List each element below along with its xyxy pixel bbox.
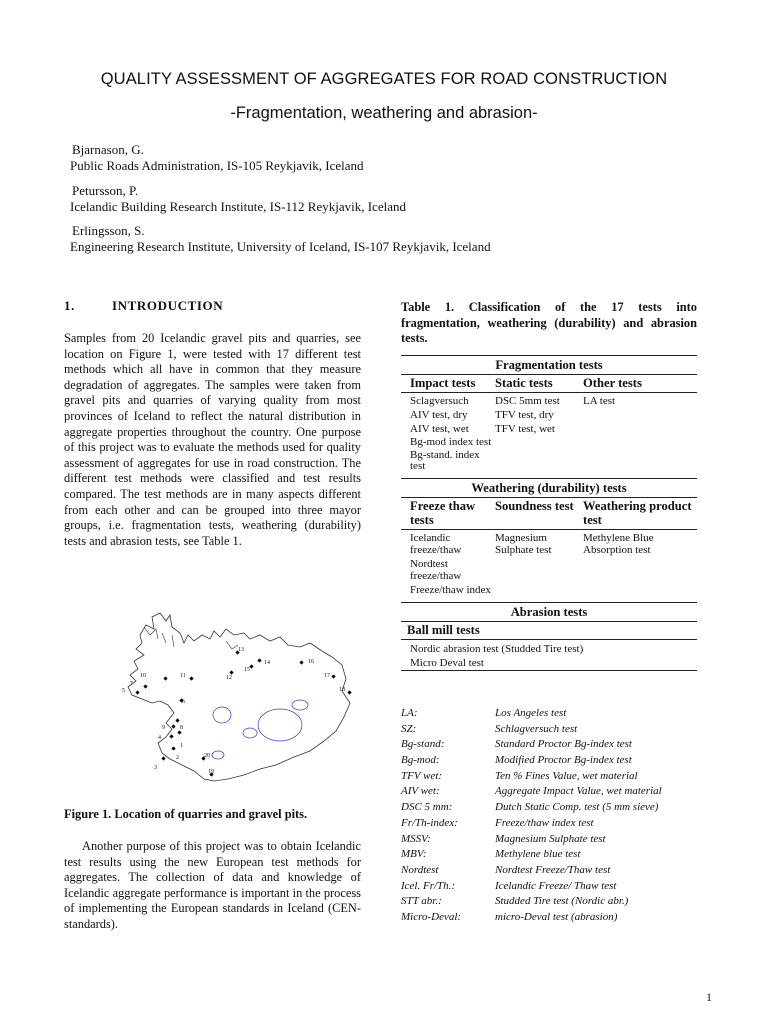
svg-text:2: 2	[176, 755, 179, 761]
fragmentation-rows	[401, 392, 697, 478]
abrasion-column-header: Ball mill tests	[401, 621, 697, 639]
list-item: DSC 5 mm: Dutch Static Comp. test (5 mm sieve)	[401, 801, 659, 814]
table-cell: Magnesium Sulphate test	[495, 532, 552, 556]
list-item: Nordtest Nordtest Freeze/Thaw test	[401, 863, 611, 876]
section-heading	[64, 298, 364, 314]
svg-text:19: 19	[208, 769, 214, 775]
list-item: Bg-stand: Standard Proctor Bg-index test	[401, 738, 632, 751]
list-item: Bg-mod: Modified Proctor Bg-index test	[401, 754, 632, 767]
abrasion-section-title: Abrasion tests	[401, 602, 697, 621]
table-cell: Nordtest freeze/thaw	[410, 558, 462, 582]
column-header: Impact tests	[410, 376, 476, 390]
table-cell: Icelandic freeze/thaw	[410, 532, 462, 556]
svg-text:11: 11	[180, 673, 186, 679]
section-number: 1.	[64, 298, 75, 313]
author-name: Petursson, P.	[72, 183, 139, 198]
list-item: MBV: Methylene blue test	[401, 848, 581, 861]
svg-text:3: 3	[154, 765, 157, 771]
list-item: SZ: Schlagversuch test	[401, 722, 578, 735]
list-item: AIV wet: Aggregate Impact Value, wet material	[401, 785, 662, 798]
table-cell: TFV test, dry	[495, 409, 554, 421]
intro-paragraph: Samples from 20 Icelandic gravel pits and quarries, see location on Figure 1, were tested with 17 different test methods which all have in common that they measure degradation of aggregates. The samples were taken from gravel pits and quarries of varying quality from most provinces of Iceland to reflect the natural distribution in aggregate properties throughout the country. One purpose of this project was to evaluate the methods used for quality assessment of aggregates for use in road construction. The different test methods were classified and test results compared. The test methods are in many aspects different from each other and can be grouped into three mayor groups, i.e. fragmentation tests, weathering (durability) tests and abrasion tests, see Table 1.	[64, 331, 361, 548]
table-bottom-rule	[401, 670, 697, 671]
table-cell: Methylene Blue Absorption test	[583, 532, 654, 556]
table-cell: Freeze/thaw index	[410, 584, 491, 596]
figure-caption: Figure 1. Location of quarries and gravel pits.	[64, 807, 308, 821]
glacier-outline	[212, 751, 224, 759]
svg-text:8: 8	[180, 725, 183, 731]
column-header: Freeze thaw tests	[410, 499, 476, 527]
paper-subtitle: -Fragmentation, weathering and abrasion-	[230, 104, 538, 122]
list-item: Icel. Fr/Th.: Icelandic Freeze/ Thaw test	[401, 879, 617, 892]
svg-text:9: 9	[162, 725, 165, 731]
author-affiliation: Engineering Research Institute, University of Iceland, IS-107 Reykjavik, Iceland	[70, 239, 491, 254]
svg-text:15: 15	[244, 667, 250, 673]
column-header: Other tests	[583, 376, 642, 390]
column-header: Static tests	[495, 376, 553, 390]
list-item: LA: Los Angeles test	[401, 707, 567, 719]
glacier-outline	[258, 709, 302, 741]
list-item: MSSV: Magnesium Sulphate test	[401, 832, 606, 845]
table-caption: Table 1. Classification of the 17 tests into fragmentation, weathering (durability) and abrasion tests.	[401, 300, 697, 346]
table-cell: AIV test, wet	[410, 423, 469, 435]
author-name: Erlingsson, S.	[72, 223, 145, 238]
glacier-outline	[213, 707, 231, 723]
iceland-location-map	[110, 605, 365, 790]
column-header: Weathering product test	[583, 499, 692, 527]
svg-text:14: 14	[264, 660, 270, 666]
fragmentation-section-title: Fragmentation tests	[401, 355, 697, 374]
column-header: Soundness test	[495, 499, 574, 513]
table-cell: TFV test, wet	[495, 423, 555, 435]
weathering-rows	[401, 529, 697, 602]
svg-text:20: 20	[204, 753, 210, 759]
table-cell: DSC 5mm test	[495, 395, 560, 407]
glacier-outline	[292, 700, 308, 710]
table-cell: Sclagversuch	[410, 395, 469, 407]
intro-paragraph-2: Another purpose of this project was to obtain Icelandic test results using the new European test methods for aggregates. The collection of data and knowledge of Icelandic aggregate performance is important in the process of implementing the European standards in Iceland (CEN-standards).	[64, 839, 361, 931]
list-item: TFV wet: Ten % Fines Value, wet material	[401, 769, 638, 782]
svg-text:1: 1	[180, 743, 183, 749]
list-item: STT abr.: Studded Tire test (Nordic abr.)	[401, 895, 629, 908]
table-cell: Nordic abrasion test (Studded Tire test)	[410, 643, 584, 655]
svg-text:5: 5	[122, 688, 125, 694]
table-cell: AIV test, dry	[410, 409, 468, 421]
weathering-column-headers	[401, 497, 697, 529]
table-cell: Bg-mod index test	[410, 436, 492, 448]
author-affiliation: Public Roads Administration, IS-105 Reykjavik, Iceland	[70, 158, 364, 173]
svg-text:4: 4	[158, 735, 161, 741]
list-item: Fr/Th-index: Freeze/thaw index test	[401, 816, 594, 829]
page-number: 1	[706, 990, 712, 1004]
site-labels	[122, 647, 345, 775]
abrasion-rows	[401, 639, 697, 670]
paper-title: QUALITY ASSESSMENT OF AGGREGATES FOR ROAD CONSTRUCTION	[100, 70, 668, 88]
svg-text:6: 6	[182, 699, 185, 705]
glacier-outline	[243, 728, 257, 738]
author-name: Bjarnason, G.	[72, 142, 144, 157]
table-cell: Bg-stand. index test	[410, 449, 480, 472]
fragmentation-column-headers	[401, 374, 697, 392]
svg-text:18: 18	[339, 687, 345, 693]
svg-text:13: 13	[238, 647, 244, 653]
author-block	[70, 223, 491, 255]
classification-table	[401, 355, 697, 671]
svg-text:10: 10	[140, 673, 146, 679]
author-block	[70, 183, 406, 215]
abbreviation-list	[401, 707, 701, 927]
svg-text:16: 16	[308, 659, 314, 665]
iceland-outline	[128, 613, 350, 781]
list-item: Micro-Deval: micro-Deval test (abrasion)	[401, 910, 618, 923]
svg-text:12: 12	[226, 675, 232, 681]
table-cell: Micro Deval test	[410, 657, 484, 669]
table-cell: LA test	[583, 395, 616, 407]
weathering-section-title: Weathering (durability) tests	[401, 478, 697, 497]
section-heading-block	[64, 298, 364, 314]
section-title: INTRODUCTION	[112, 298, 224, 313]
author-block	[70, 142, 364, 174]
svg-text:17: 17	[324, 673, 330, 679]
svg-text:7: 7	[130, 681, 133, 687]
author-affiliation: Icelandic Building Research Institute, IS-112 Reykjavik, Iceland	[70, 199, 406, 214]
